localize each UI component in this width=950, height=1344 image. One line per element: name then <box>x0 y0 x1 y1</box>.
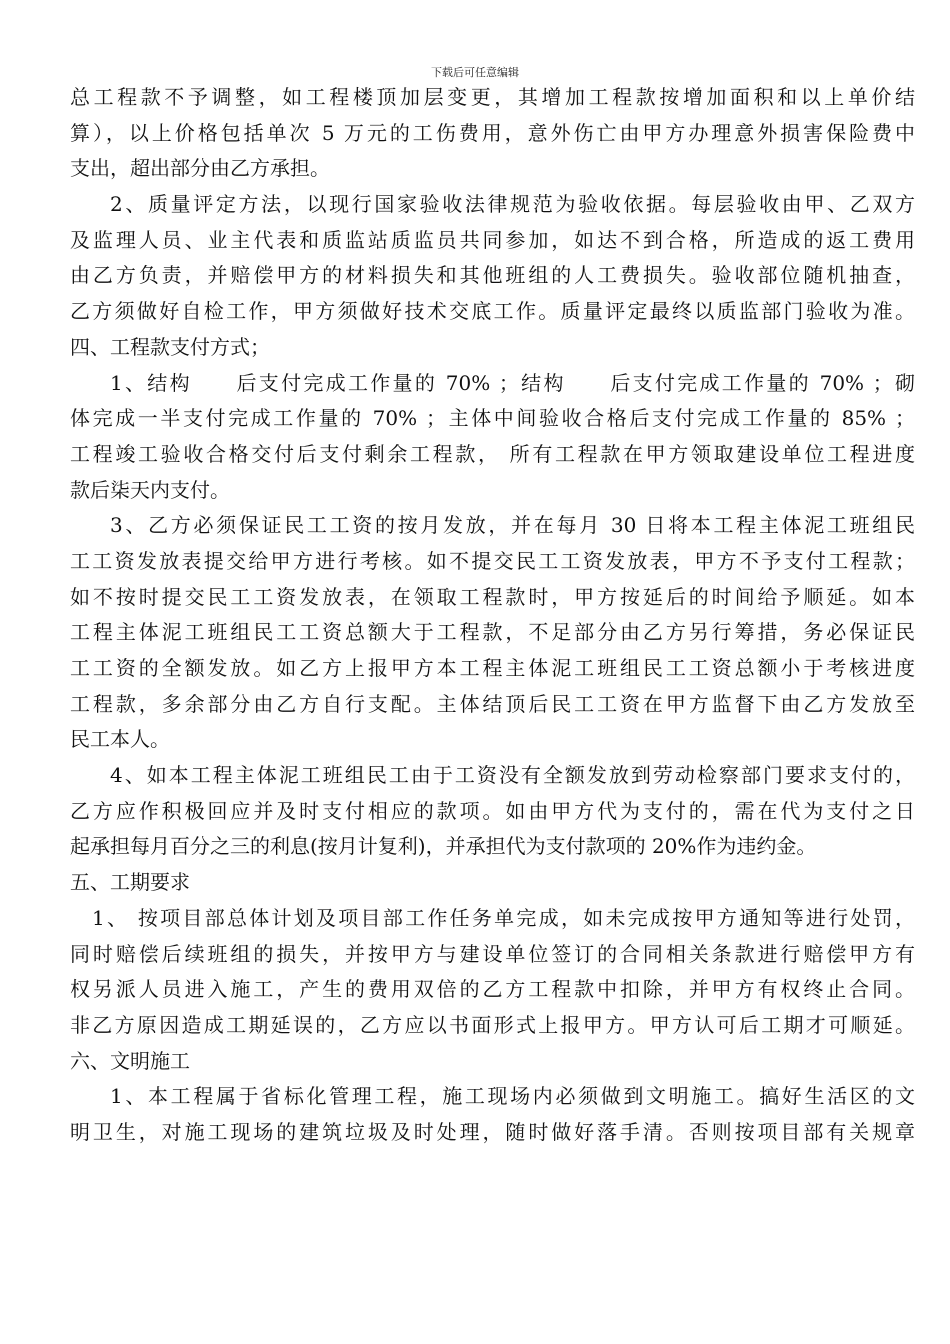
text-line: 乙方应作积极回应并及时支付相应的款项。如由甲方代为支付的，需在代为支付之日 <box>70 798 915 823</box>
text-line: 3、乙方必须保证民工工资的按月发放，并在每月 30 日将本工程主体泥工班组民 <box>110 513 915 538</box>
text-line: 工程款，多余部分由乙方自行支配。主体结顶后民工工资在甲方监督下由乙方发放至 <box>70 691 915 716</box>
page-header: 下载后可任意编辑 <box>431 66 519 79</box>
text-line: 权另派人员进入施工，产生的费用双倍的乙方工程款中扣除，并甲方有权终止合同。 <box>70 977 915 1002</box>
text-line: 非乙方原因造成工期延误的，乙方应以书面形式上报甲方。甲方认可后工期才可顺延。 <box>70 1012 915 1037</box>
text-line: 工工资发放表提交给甲方进行考核。如不提交民工工资发放表，甲方不予支付工程款； <box>70 548 915 573</box>
text-line: 支出，超出部分由乙方承担。 <box>70 156 330 181</box>
text-line: 工程竣工验收合格交付后支付剩余工程款， 所有工程款在甲方领取建设单位工程进度 <box>70 441 915 466</box>
text-line: 五、工期要求 <box>70 870 190 895</box>
text-line: 2、质量评定方法，以现行国家验收法律规范为验收依据。每层验收由甲、乙双方 <box>110 192 915 217</box>
text-line: 4、如本工程主体泥工班组民工由于工资没有全额发放到劳动检察部门要求支付的， <box>110 763 915 788</box>
text-line: 1、结构 后支付完成工作量的 70% ；结构 后支付完成工作量的 70% ；砌 <box>110 370 915 395</box>
text-line: 体完成一半支付完成工作量的 70% ；主体中间验收合格后支付完成工作量的 85% ； <box>70 406 915 431</box>
text-line: 同时赔偿后续班组的损失，并按甲方与建设单位签订的合同相关条款进行赔偿甲方有 <box>70 941 915 966</box>
text-line: 四、工程款支付方式； <box>70 334 270 359</box>
text-line: 及监理人员、业主代表和质监站质监员共同参加，如达不到合格，所造成的返工费用 <box>70 227 915 252</box>
text-line: 1、 按项目部总体计划及项目部工作任务单完成，如未完成按甲方通知等进行处罚， <box>92 905 915 930</box>
text-line: 工程主体泥工班组民工工资总额大于工程款，不足部分由乙方另行筹措，务必保证民 <box>70 620 915 645</box>
text-line: 总工程款不予调整，如工程楼顶加层变更，其增加工程款按增加面积和以上单价结 <box>70 85 915 109</box>
text-line: 1、本工程属于省标化管理工程，施工现场内必须做到文明施工。搞好生活区的文 <box>110 1084 915 1109</box>
text-line: 款后柒天内支付。 <box>70 477 230 502</box>
text-line: 明卫生，对施工现场的建筑垃圾及时处理，随时做好落手清。否则按项目部有关规章 <box>70 1119 915 1144</box>
document-body <box>70 80 915 1151</box>
text-line: 工工资的全额发放。如乙方上报甲方本工程主体泥工班组民工工资总额小于考核进度 <box>70 656 915 680</box>
text-line: 由乙方负责，并赔偿甲方的材料损失和其他班组的人工费损失。验收部位随机抽查， <box>70 263 915 288</box>
text-line: 民工本人。 <box>70 727 170 752</box>
text-line: 乙方须做好自检工作，甲方须做好技术交底工作。质量评定最终以质监部门验收为准。 <box>70 299 915 324</box>
text-line: 算），以上价格包括单次 5 万元的工伤费用，意外伤亡由甲方办理意外损害保险费中 <box>70 120 915 145</box>
text-line: 如不按时提交民工工资发放表，在领取工程款时，甲方按延后的时间给予顺延。如本 <box>70 584 915 609</box>
text-line: 六、文明施工 <box>70 1048 190 1073</box>
text-line: 起承担每月百分之三的利息(按月计复利)，并承担代为支付款项的 20%作为违约金。 <box>70 834 817 859</box>
